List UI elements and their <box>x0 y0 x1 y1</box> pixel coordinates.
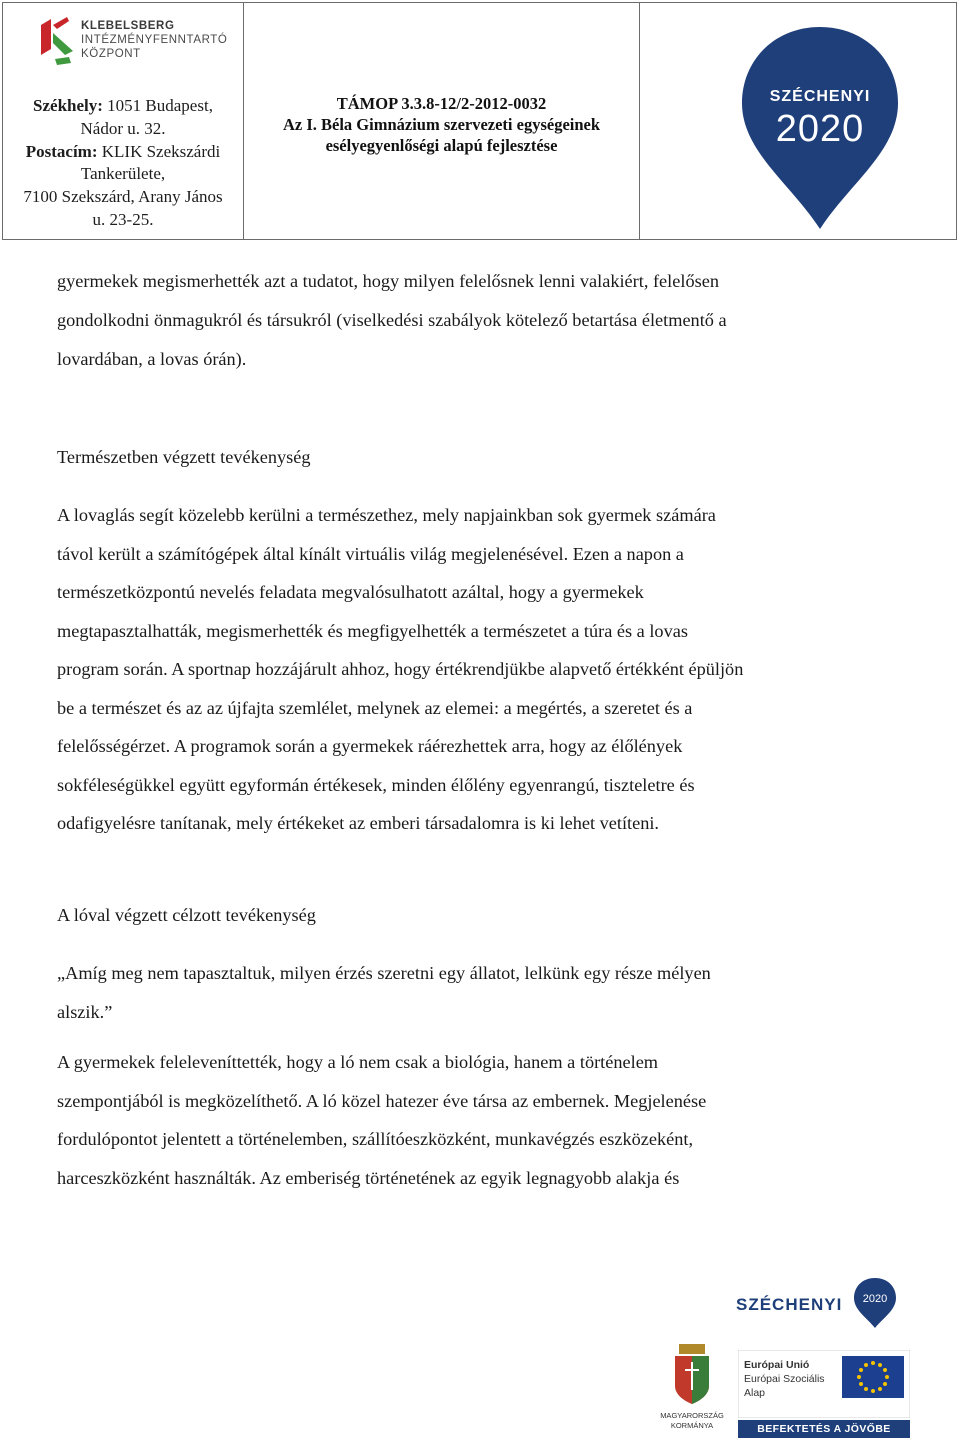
postal-value: KLIK Szekszárdi <box>101 141 221 161</box>
badge-word: SZÉCHENYI <box>769 88 871 105</box>
hungary-crest-icon <box>655 1340 729 1434</box>
postal-label: Postacím: <box>25 141 98 161</box>
section-line: természetközpontú nevelés feladata megvalósulhatott azáltal, hogy a gyermekek <box>57 582 644 602</box>
klik-line-1: KLEBELSBERG <box>81 20 175 32</box>
klik-logo-text <box>81 19 227 61</box>
crest-line-1: MAGYARORSZÁG <box>660 1411 724 1420</box>
intro-line: gondolkodni önmagukról és társukról (viselkedési szabályok kötelező betartása életmentő a <box>57 310 727 330</box>
eu-fund-logo <box>738 1350 910 1418</box>
section-line: felelősségérzet. A programok során a gyermekek ráérezhettek arra, hogy az élőlények <box>57 736 683 756</box>
section-line: sokféleségükkel együtt egyformán értékesek, minden élőlény egyenrangú, tiszteletre és <box>57 774 695 795</box>
section-line: A gyermekek feleleveníttették, hogy a ló nem csak a biológia, hanem a történelem <box>57 1052 659 1072</box>
section-line: megtapasztalhatták, megismerhették és megfigyelhették a természetet a túra és a lovas <box>57 620 688 641</box>
section-line: program során. A sportnap hozzájárult ahhoz, hogy értékrendjükbe alapvető értékként épüljön <box>57 659 744 679</box>
footer-szechenyi-year: 2020 <box>862 1293 888 1305</box>
eu-line-3: Alap <box>744 1387 766 1399</box>
letterhead-table <box>2 2 957 240</box>
eu-line-2: Európai Szociális <box>744 1373 825 1385</box>
address-block <box>3 95 243 232</box>
section-nature <box>57 447 903 843</box>
szechenyi-2020-badge <box>740 23 900 233</box>
quote-line: „Amíg meg nem tapasztaltuk, milyen érzés szeretni egy állatot, lelkünk egy része mélyen <box>57 963 711 983</box>
footer-szechenyi-word: SZÉCHENYI <box>736 1295 843 1314</box>
section-horse <box>57 905 903 1197</box>
section-line: be a természet és az az újfajta szemlélet, melynek az elemei: a megértés, a szeretet és a <box>57 697 693 718</box>
postal-line-4: u. 23-25. <box>92 209 154 229</box>
quote-line: alszik.” <box>57 1001 113 1022</box>
klik-line-2: INTÉZMÉNYFENNTARTÓ <box>81 34 228 46</box>
section-line: A lovaglás segít közelebb kerülni a természethez, mely napjainkban sok gyermek számára <box>57 505 716 525</box>
section-line: fordulópontot jelentett a történelemben, szállítóeszközként, munkavégzés eszközeként, <box>57 1129 694 1149</box>
postal-line-3: 7100 Szekszárd, Arany János <box>23 187 223 207</box>
project-line-2: Az I. Béla Gimnázium szervezeti egységeinek <box>282 115 601 134</box>
project-line-3: esélyegyenlőségi alapú fejlesztése <box>325 136 558 155</box>
section-heading: A lóval végzett célzott tevékenység <box>57 905 316 925</box>
invest-future-banner: BEFEKTETÉS A JÖVŐBE <box>738 1420 910 1438</box>
postal-line-2: Tankerülete, <box>80 164 166 184</box>
seat-value: 1051 Budapest, <box>107 96 213 115</box>
seat-street: Nádor u. 32. <box>80 118 166 138</box>
project-title <box>244 93 639 156</box>
section-line: távol került a számítógépek által kínált virtuális világ megjelenésével. Ezen a napon a <box>57 543 684 564</box>
section-line: szempontjából is megközelíthető. A ló közel hatezer éve társa az embernek. Megjelenése <box>57 1090 707 1111</box>
section-line: harceszközként használták. Az emberiség történetének az egyik legnagyobb alakja és <box>57 1167 680 1188</box>
project-code: TÁMOP 3.3.8-12/2-2012-0032 <box>336 94 547 113</box>
section-line: odafigyelésre tanítanak, mely értékeket az emberi társadalomra is ki lehet vetíteni. <box>57 813 660 833</box>
klik-line-3: KÖZPONT <box>81 48 141 60</box>
badge-year: 2020 <box>775 108 865 150</box>
eu-line-1: Európai Unió <box>744 1359 810 1371</box>
szechenyi-footer-logo <box>732 1270 902 1330</box>
column-divider <box>639 3 640 239</box>
section-heading: Természetben végzett tevékenység <box>57 447 311 467</box>
crest-line-2: KORMÁNYA <box>670 1421 714 1430</box>
intro-paragraph <box>57 262 903 379</box>
intro-line: lovardában, a lovas órán). <box>57 349 247 369</box>
intro-line: gyermekek megismerhették azt a tudatot, hogy milyen felelősnek lenni valakiért, felelősen <box>57 271 719 291</box>
seat-label: Székhely: <box>33 96 103 115</box>
